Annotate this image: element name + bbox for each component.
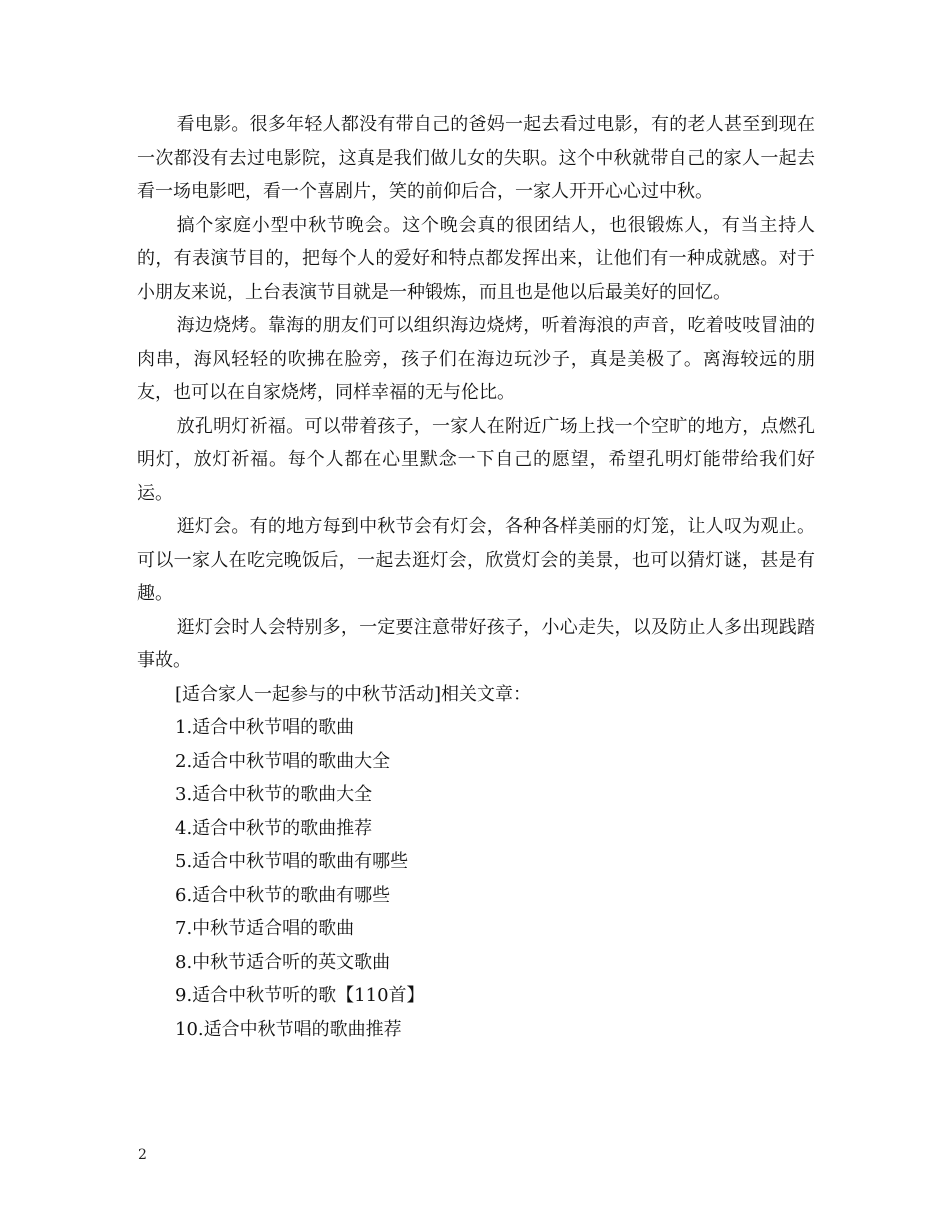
related-article-link[interactable]: 3.适合中秋节的歌曲大全 bbox=[175, 784, 373, 805]
related-articles-list bbox=[137, 711, 815, 1046]
paragraph-safety-note: 逛灯会时人会特别多，一定要注意带好孩子，小心走失，以及防止人多出现践踏事故。 bbox=[137, 616, 815, 671]
related-article-link[interactable]: 8.中秋节适合听的英文歌曲 bbox=[175, 951, 391, 973]
related-article-link[interactable]: 9.适合中秋节听的歌【110首】 bbox=[175, 985, 425, 1006]
related-article-link[interactable]: 2.适合中秋节唱的歌曲大全 bbox=[175, 750, 391, 772]
paragraph-watch-movie: 看电影。很多年轻人都没有带自己的爸妈一起去看过电影，有的老人甚至到现在一次都没有去过电影院，这真是我们做儿女的失职。这个中秋就带自己的家人一起去看一场电影吧，看一个喜剧片，笑的前仰后合，一家人开开心心过中秋。 bbox=[137, 114, 815, 202]
related-article-link[interactable]: 7.中秋节适合唱的歌曲 bbox=[175, 918, 355, 939]
related-articles-heading: [适合家人一起参与的中秋节活动]相关文章： bbox=[175, 683, 532, 705]
paragraph-sky-lantern: 放孔明灯祈福。可以带着孩子，一家人在附近广场上找一个空旷的地方，点燃孔明灯，放灯祈福。每个人都在心里默念一下自己的愿望，希望孔明灯能带给我们好运。 bbox=[137, 415, 815, 504]
related-article-link[interactable]: 5.适合中秋节唱的歌曲有哪些 bbox=[175, 851, 409, 872]
related-article-link[interactable]: 4.适合中秋节的歌曲推荐 bbox=[175, 817, 373, 839]
related-article-link[interactable]: 1.适合中秋节唱的歌曲 bbox=[175, 717, 355, 738]
paragraph-family-gala: 搞个家庭小型中秋节晚会。这个晚会真的很团结人，也很锻炼人，有当主持人的，有表演节目的，把每个人的爱好和特点都发挥出来，让他们有一种成就感。对于小朋友来说，上台表演节目就是一种锻炼，而且也是他以后最美好的回忆。 bbox=[137, 214, 815, 303]
related-article-link[interactable]: 6.适合中秋节的歌曲有哪些 bbox=[175, 884, 391, 906]
paragraph-lantern-fair: 逛灯会。有的地方每到中秋节会有灯会，各种各样美丽的灯笼，让人叹为观止。可以一家人在吃完晚饭后，一起去逛灯会，欣赏灯会的美景，也可以猜灯谜，甚是有趣。 bbox=[137, 516, 815, 604]
document-body bbox=[137, 108, 815, 1046]
paragraph-beach-bbq: 海边烧烤。靠海的朋友们可以组织海边烧烤，听着海浪的声音，吃着吱吱冒油的肉串，海风轻轻的吹拂在脸旁，孩子们在海边玩沙子，真是美极了。离海较远的朋友，也可以在自家烧烤，同样幸福的无与伦比。 bbox=[137, 315, 815, 403]
related-article-link[interactable]: 10.适合中秋节唱的歌曲推荐 bbox=[175, 1018, 402, 1040]
page-number: 2 bbox=[138, 1147, 147, 1163]
